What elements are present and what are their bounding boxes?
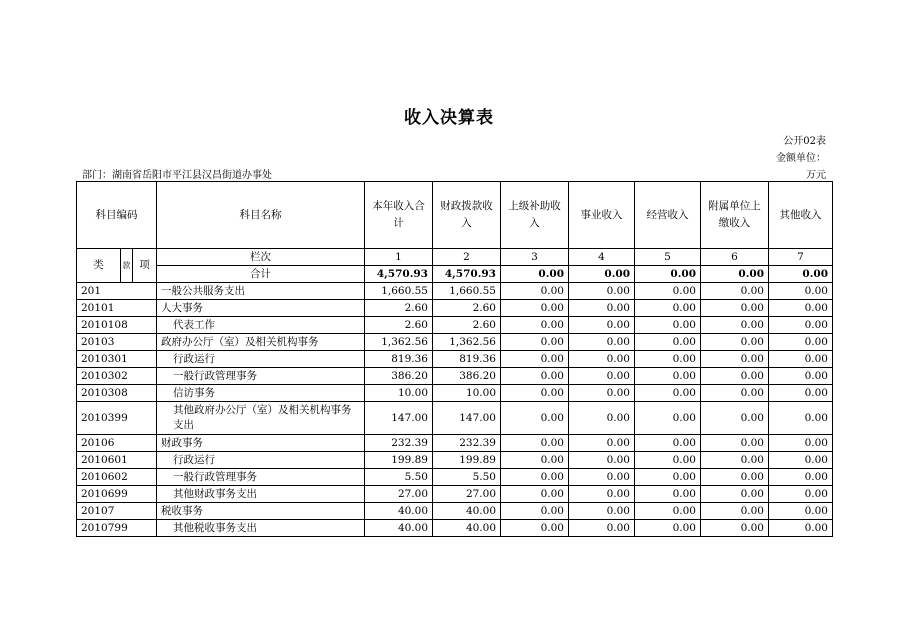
lanci-num: 3 bbox=[501, 249, 569, 266]
table-row bbox=[77, 385, 833, 402]
row-value: 0.00 bbox=[569, 503, 635, 520]
row-value: 819.36 bbox=[433, 351, 501, 368]
row-name: 一般行政管理事务 bbox=[157, 469, 365, 486]
row-value: 0.00 bbox=[635, 385, 701, 402]
row-value: 0.00 bbox=[701, 351, 769, 368]
row-name: 行政运行 bbox=[157, 351, 365, 368]
row-value: 0.00 bbox=[701, 452, 769, 469]
lanci-num: 1 bbox=[365, 249, 433, 266]
row-value: 2.60 bbox=[365, 317, 433, 334]
header-row bbox=[77, 182, 833, 249]
row-value: 0.00 bbox=[501, 368, 569, 385]
row-value: 0.00 bbox=[569, 402, 635, 435]
row-code: 2010699 bbox=[77, 486, 157, 503]
row-value: 0.00 bbox=[635, 520, 701, 537]
row-value: 10.00 bbox=[433, 385, 501, 402]
row-value: 0.00 bbox=[635, 452, 701, 469]
row-value: 0.00 bbox=[769, 469, 833, 486]
row-value: 40.00 bbox=[433, 503, 501, 520]
row-value: 199.89 bbox=[365, 452, 433, 469]
row-value: 1,660.55 bbox=[433, 283, 501, 300]
total-value: 4,570.93 bbox=[365, 266, 433, 283]
row-name: 人大事务 bbox=[157, 300, 365, 317]
row-code: 2010108 bbox=[77, 317, 157, 334]
header-col-2: 财政拨款收入 bbox=[433, 182, 501, 249]
row-value: 1,362.56 bbox=[433, 334, 501, 351]
header-col-1: 本年收入合计 bbox=[365, 182, 433, 249]
row-code: 2010308 bbox=[77, 385, 157, 402]
row-name: 其他财政事务支出 bbox=[157, 486, 365, 503]
row-value: 0.00 bbox=[501, 334, 569, 351]
row-value: 0.00 bbox=[769, 402, 833, 435]
row-value: 0.00 bbox=[635, 351, 701, 368]
table-row bbox=[77, 283, 833, 300]
row-value: 0.00 bbox=[635, 283, 701, 300]
row-value: 0.00 bbox=[569, 351, 635, 368]
row-value: 199.89 bbox=[433, 452, 501, 469]
row-value: 0.00 bbox=[501, 469, 569, 486]
row-value: 0.00 bbox=[501, 283, 569, 300]
lanci-num: 6 bbox=[701, 249, 769, 266]
row-value: 0.00 bbox=[569, 469, 635, 486]
row-name: 税收事务 bbox=[157, 503, 365, 520]
row-name: 其他政府办公厅（室）及相关机构事务支出 bbox=[157, 402, 365, 435]
xiang-label: 项 bbox=[133, 249, 157, 283]
row-name: 一般公共服务支出 bbox=[157, 283, 365, 300]
row-code: 2010601 bbox=[77, 452, 157, 469]
row-value: 0.00 bbox=[569, 334, 635, 351]
row-value: 232.39 bbox=[433, 435, 501, 452]
row-value: 0.00 bbox=[635, 300, 701, 317]
table-row bbox=[77, 486, 833, 503]
row-value: 0.00 bbox=[569, 368, 635, 385]
table-row bbox=[77, 317, 833, 334]
total-label: 合计 bbox=[157, 266, 365, 283]
income-table bbox=[76, 181, 833, 537]
row-value: 0.00 bbox=[501, 351, 569, 368]
row-value: 5.50 bbox=[365, 469, 433, 486]
row-name: 信访事务 bbox=[157, 385, 365, 402]
row-value: 232.39 bbox=[365, 435, 433, 452]
row-value: 27.00 bbox=[433, 486, 501, 503]
header-col-4: 事业收入 bbox=[569, 182, 635, 249]
table-row bbox=[77, 435, 833, 452]
row-value: 0.00 bbox=[501, 402, 569, 435]
unit-label: 金额单位： bbox=[776, 153, 826, 164]
row-value: 0.00 bbox=[701, 486, 769, 503]
row-value: 0.00 bbox=[701, 503, 769, 520]
row-code: 2010799 bbox=[77, 520, 157, 537]
table-row bbox=[77, 469, 833, 486]
row-value: 0.00 bbox=[769, 368, 833, 385]
row-value: 2.60 bbox=[433, 317, 501, 334]
row-value: 0.00 bbox=[635, 334, 701, 351]
lanci-num: 5 bbox=[635, 249, 701, 266]
row-value: 0.00 bbox=[769, 283, 833, 300]
row-value: 0.00 bbox=[769, 486, 833, 503]
row-value: 0.00 bbox=[701, 334, 769, 351]
row-value: 0.00 bbox=[701, 368, 769, 385]
row-code: 2010602 bbox=[77, 469, 157, 486]
row-value: 0.00 bbox=[501, 317, 569, 334]
header-name: 科目名称 bbox=[157, 182, 365, 249]
table-row bbox=[77, 520, 833, 537]
row-value: 0.00 bbox=[569, 452, 635, 469]
row-value: 0.00 bbox=[701, 435, 769, 452]
row-value: 0.00 bbox=[569, 435, 635, 452]
table-row bbox=[77, 368, 833, 385]
row-value: 0.00 bbox=[701, 402, 769, 435]
row-name: 一般行政管理事务 bbox=[157, 368, 365, 385]
row-value: 0.00 bbox=[569, 283, 635, 300]
row-value: 0.00 bbox=[769, 503, 833, 520]
row-value: 0.00 bbox=[501, 435, 569, 452]
row-value: 0.00 bbox=[501, 503, 569, 520]
row-value: 0.00 bbox=[701, 520, 769, 537]
row-value: 0.00 bbox=[501, 300, 569, 317]
row-value: 0.00 bbox=[769, 351, 833, 368]
row-value: 0.00 bbox=[769, 385, 833, 402]
row-value: 0.00 bbox=[769, 317, 833, 334]
header-code: 科目编码 bbox=[77, 182, 157, 249]
row-value: 0.00 bbox=[635, 368, 701, 385]
lanci-row bbox=[77, 249, 833, 266]
row-value: 0.00 bbox=[501, 385, 569, 402]
row-value: 0.00 bbox=[769, 520, 833, 537]
row-value: 147.00 bbox=[433, 402, 501, 435]
row-value: 10.00 bbox=[365, 385, 433, 402]
lei-label: 类 bbox=[77, 249, 121, 283]
lanci-num: 7 bbox=[769, 249, 833, 266]
row-value: 0.00 bbox=[635, 486, 701, 503]
header-col-3: 上级补助收入 bbox=[501, 182, 569, 249]
total-value: 0.00 bbox=[769, 266, 833, 283]
row-value: 0.00 bbox=[569, 300, 635, 317]
row-value: 0.00 bbox=[501, 486, 569, 503]
row-code: 20106 bbox=[77, 435, 157, 452]
row-value: 0.00 bbox=[569, 486, 635, 503]
row-value: 0.00 bbox=[701, 300, 769, 317]
row-value: 0.00 bbox=[769, 435, 833, 452]
row-code: 201 bbox=[77, 283, 157, 300]
row-name: 行政运行 bbox=[157, 452, 365, 469]
total-value: 4,570.93 bbox=[433, 266, 501, 283]
total-value: 0.00 bbox=[635, 266, 701, 283]
unit-value: 万元 bbox=[806, 170, 826, 181]
row-value: 40.00 bbox=[433, 520, 501, 537]
row-value: 1,660.55 bbox=[365, 283, 433, 300]
row-value: 0.00 bbox=[701, 469, 769, 486]
row-value: 0.00 bbox=[769, 300, 833, 317]
row-code: 20101 bbox=[77, 300, 157, 317]
row-code: 2010399 bbox=[77, 402, 157, 435]
row-code: 20103 bbox=[77, 334, 157, 351]
header-col-6: 附属单位上缴收入 bbox=[701, 182, 769, 249]
row-code: 2010302 bbox=[77, 368, 157, 385]
row-value: 0.00 bbox=[701, 317, 769, 334]
header-col-5: 经营收入 bbox=[635, 182, 701, 249]
row-value: 0.00 bbox=[701, 283, 769, 300]
table-row bbox=[77, 402, 833, 435]
row-value: 0.00 bbox=[635, 435, 701, 452]
header-col-7: 其他收入 bbox=[769, 182, 833, 249]
row-value: 0.00 bbox=[769, 334, 833, 351]
lanci-num: 2 bbox=[433, 249, 501, 266]
row-value: 0.00 bbox=[569, 317, 635, 334]
total-value: 0.00 bbox=[501, 266, 569, 283]
row-value: 819.36 bbox=[365, 351, 433, 368]
row-value: 40.00 bbox=[365, 520, 433, 537]
table-row bbox=[77, 334, 833, 351]
row-value: 0.00 bbox=[569, 520, 635, 537]
row-value: 2.60 bbox=[365, 300, 433, 317]
row-value: 1,362.56 bbox=[365, 334, 433, 351]
row-value: 386.20 bbox=[433, 368, 501, 385]
row-value: 147.00 bbox=[365, 402, 433, 435]
row-value: 0.00 bbox=[635, 469, 701, 486]
department-label: 部门：湖南省岳阳市平江县汉昌街道办事处 bbox=[82, 170, 272, 181]
row-value: 0.00 bbox=[501, 520, 569, 537]
form-number: 公开02表 bbox=[783, 136, 826, 147]
row-value: 0.00 bbox=[635, 503, 701, 520]
row-code: 2010301 bbox=[77, 351, 157, 368]
total-value: 0.00 bbox=[569, 266, 635, 283]
row-name: 财政事务 bbox=[157, 435, 365, 452]
row-value: 27.00 bbox=[365, 486, 433, 503]
row-value: 0.00 bbox=[701, 385, 769, 402]
row-code: 20107 bbox=[77, 503, 157, 520]
table-row bbox=[77, 300, 833, 317]
row-value: 0.00 bbox=[635, 317, 701, 334]
kuan-label: 款 bbox=[122, 261, 131, 270]
row-value: 2.60 bbox=[433, 300, 501, 317]
page-title: 收入决算表 bbox=[404, 108, 494, 128]
row-name: 其他税收事务支出 bbox=[157, 520, 365, 537]
row-value: 0.00 bbox=[635, 402, 701, 435]
lanci-num: 4 bbox=[569, 249, 635, 266]
row-value: 0.00 bbox=[569, 385, 635, 402]
total-value: 0.00 bbox=[701, 266, 769, 283]
row-value: 5.50 bbox=[433, 469, 501, 486]
row-value: 386.20 bbox=[365, 368, 433, 385]
row-value: 0.00 bbox=[769, 452, 833, 469]
table-row bbox=[77, 351, 833, 368]
table-row bbox=[77, 503, 833, 520]
lanci-label: 栏次 bbox=[157, 249, 365, 266]
total-row bbox=[77, 266, 833, 283]
row-name: 政府办公厅（室）及相关机构事务 bbox=[157, 334, 365, 351]
row-value: 40.00 bbox=[365, 503, 433, 520]
row-value: 0.00 bbox=[501, 452, 569, 469]
table-row bbox=[77, 452, 833, 469]
row-name: 代表工作 bbox=[157, 317, 365, 334]
